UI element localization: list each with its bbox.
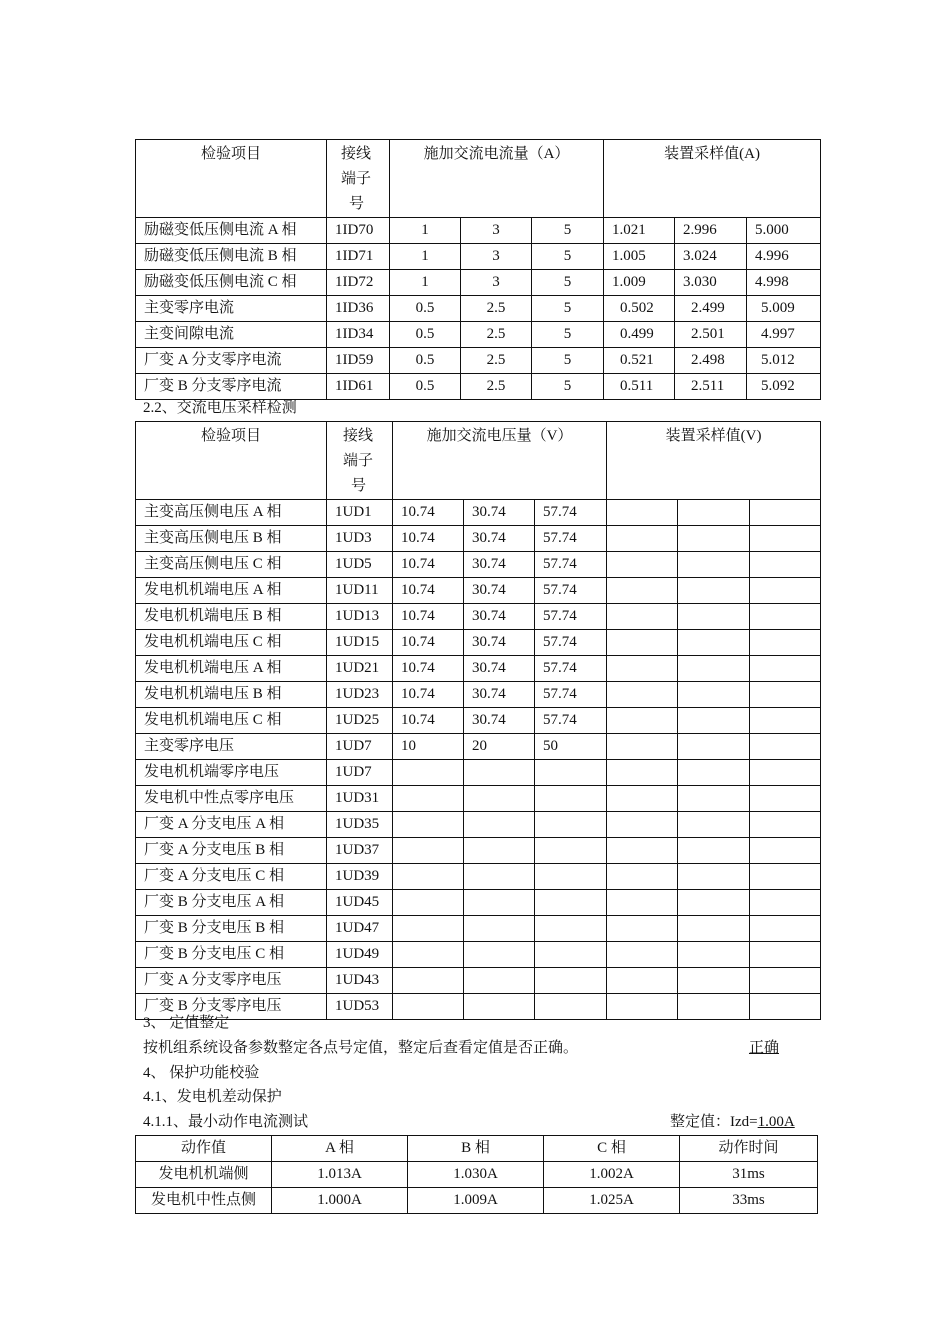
- sampled-cell: [607, 708, 678, 734]
- sampled-cell: [750, 708, 821, 734]
- sampled-cell: [607, 656, 678, 682]
- setting-description: 按机组系统设备参数整定各点号定值，整定后查看定值是否正确。: [143, 1040, 579, 1056]
- applied-cell: 57.74: [535, 682, 607, 708]
- setting-value-number: 1.00A: [757, 1114, 795, 1130]
- sampled-cell: 0.521: [604, 348, 675, 374]
- sampled-cell: [607, 578, 678, 604]
- header-terminal-line: 端子: [341, 171, 372, 187]
- header-terminal-line: 接线: [341, 146, 372, 162]
- applied-cell: 30.74: [464, 500, 535, 526]
- applied-cell: [393, 812, 464, 838]
- item-cell: 厂变 A 分支电压 A 相: [136, 812, 327, 838]
- sampled-cell: [750, 500, 821, 526]
- item-cell: 主变零序电流: [136, 296, 327, 322]
- sampled-cell: [607, 760, 678, 786]
- applied-cell: 2.5: [461, 322, 532, 348]
- terminal-cell: 1ID72: [327, 270, 390, 296]
- terminal-cell: 1ID59: [327, 348, 390, 374]
- section-heading: 4.1.1、最小动作电流测试: [143, 1114, 309, 1130]
- applied-cell: 57.74: [535, 656, 607, 682]
- sampled-cell: [678, 812, 750, 838]
- sampled-cell: 4.996: [747, 244, 821, 270]
- sampled-cell: 5.009: [747, 296, 821, 322]
- sampled-cell: 1.005: [604, 244, 675, 270]
- applied-cell: 10.74: [393, 630, 464, 656]
- sampled-cell: [750, 890, 821, 916]
- table-row: [136, 890, 821, 916]
- sampled-cell: 4.998: [747, 270, 821, 296]
- table-row: [136, 296, 821, 322]
- applied-cell: 30.74: [464, 630, 535, 656]
- item-cell: 厂变 B 分支电压 C 相: [136, 942, 327, 968]
- item-cell: 厂变 B 分支零序电压: [136, 994, 327, 1020]
- sampled-cell: 3.030: [675, 270, 747, 296]
- terminal-cell: 1UD39: [327, 864, 393, 890]
- sampled-cell: [750, 864, 821, 890]
- sampled-cell: [678, 916, 750, 942]
- applied-cell: 10: [393, 734, 464, 760]
- applied-cell: 0.5: [390, 348, 461, 374]
- header-terminal-line: 接线: [343, 428, 374, 444]
- applied-cell: [535, 864, 607, 890]
- sampled-cell: [607, 526, 678, 552]
- applied-cell: 30.74: [464, 656, 535, 682]
- sampled-cell: [607, 552, 678, 578]
- applied-cell: [464, 812, 535, 838]
- terminal-cell: 1UD25: [327, 708, 393, 734]
- sampled-cell: [607, 812, 678, 838]
- applied-cell: [464, 760, 535, 786]
- applied-cell: [393, 916, 464, 942]
- applied-cell: 5: [532, 322, 604, 348]
- row-label-cell: 发电机机端侧: [136, 1162, 272, 1188]
- item-cell: 发电机机端零序电压: [136, 760, 327, 786]
- sampled-cell: [607, 838, 678, 864]
- applied-cell: [464, 916, 535, 942]
- table-row: [136, 994, 821, 1020]
- sampled-cell: [678, 708, 750, 734]
- applied-cell: [464, 994, 535, 1020]
- applied-cell: 10.74: [393, 578, 464, 604]
- terminal-cell: 1UD15: [327, 630, 393, 656]
- sampled-cell: 1.021: [604, 218, 675, 244]
- terminal-cell: 1UD31: [327, 786, 393, 812]
- sampled-cell: [678, 500, 750, 526]
- sampled-cell: 2.501: [675, 322, 747, 348]
- applied-cell: [535, 760, 607, 786]
- applied-cell: [535, 994, 607, 1020]
- applied-cell: [535, 890, 607, 916]
- applied-cell: 3: [461, 244, 532, 270]
- applied-cell: [535, 916, 607, 942]
- sampled-cell: [607, 786, 678, 812]
- sampled-cell: 2.511: [675, 374, 747, 400]
- applied-cell: 1: [390, 244, 461, 270]
- applied-cell: 10.74: [393, 552, 464, 578]
- applied-cell: 10.74: [393, 500, 464, 526]
- section-heading: 4、 保护功能校验: [143, 1065, 260, 1081]
- sampled-cell: [750, 994, 821, 1020]
- applied-cell: 57.74: [535, 708, 607, 734]
- table-header-row: [136, 1136, 818, 1162]
- table-row: [136, 786, 821, 812]
- terminal-cell: 1UD3: [327, 526, 393, 552]
- item-cell: 发电机中性点零序电压: [136, 786, 327, 812]
- applied-cell: 30.74: [464, 682, 535, 708]
- terminal-cell: 1UD45: [327, 890, 393, 916]
- terminal-cell: 1UD49: [327, 942, 393, 968]
- terminal-cell: 1UD21: [327, 656, 393, 682]
- item-cell: 励磁变低压侧电流 B 相: [136, 244, 327, 270]
- sampled-cell: 5.012: [747, 348, 821, 374]
- terminal-cell: 1UD7: [327, 734, 393, 760]
- header-sampled-value: 装置采样值(V): [607, 422, 821, 500]
- applied-cell: 57.74: [535, 630, 607, 656]
- setting-result: [722, 1036, 806, 1061]
- sampled-cell: 0.511: [604, 374, 675, 400]
- applied-cell: [464, 942, 535, 968]
- applied-cell: [393, 968, 464, 994]
- item-cell: 厂变 A 分支零序电压: [136, 968, 327, 994]
- table-row: [136, 348, 821, 374]
- table-row: [136, 968, 821, 994]
- sampled-cell: [678, 734, 750, 760]
- terminal-cell: 1ID70: [327, 218, 390, 244]
- table-row: [136, 1188, 818, 1214]
- sampled-cell: [750, 526, 821, 552]
- applied-cell: 10.74: [393, 656, 464, 682]
- applied-cell: 10.74: [393, 682, 464, 708]
- section-heading: 2.2、交流电压采样检测: [143, 400, 297, 416]
- sampled-cell: [607, 604, 678, 630]
- header-cell: 动作时间: [680, 1136, 818, 1162]
- sampled-cell: 5.000: [747, 218, 821, 244]
- applied-cell: 30.74: [464, 552, 535, 578]
- header-sampled-value: 装置采样值(A): [604, 140, 821, 218]
- item-cell: 厂变 A 分支电压 B 相: [136, 838, 327, 864]
- sampled-cell: [607, 968, 678, 994]
- item-cell: 发电机机端电压 C 相: [136, 630, 327, 656]
- applied-cell: [535, 786, 607, 812]
- applied-cell: 2.5: [461, 348, 532, 374]
- applied-cell: 5: [532, 218, 604, 244]
- applied-cell: [393, 994, 464, 1020]
- applied-cell: 3: [461, 218, 532, 244]
- value-cell: 1.013A: [272, 1162, 408, 1188]
- applied-cell: 5: [532, 244, 604, 270]
- sampled-cell: [750, 630, 821, 656]
- item-cell: 励磁变低压侧电流 A 相: [136, 218, 327, 244]
- table-row: [136, 916, 821, 942]
- applied-cell: 1: [390, 218, 461, 244]
- sampled-cell: 0.499: [604, 322, 675, 348]
- applied-cell: [393, 864, 464, 890]
- voltage-sampling-table: [135, 421, 821, 1020]
- applied-cell: [393, 838, 464, 864]
- sampled-cell: [607, 734, 678, 760]
- header-terminal: [327, 422, 393, 500]
- header-item: 检验项目: [136, 140, 327, 218]
- header-terminal-line: 号: [351, 478, 367, 494]
- applied-cell: 2.5: [461, 296, 532, 322]
- sampled-cell: [678, 552, 750, 578]
- applied-cell: [535, 942, 607, 968]
- sampled-cell: [678, 838, 750, 864]
- value-cell: 1.002A: [544, 1162, 680, 1188]
- table-row: [136, 760, 821, 786]
- terminal-cell: 1UD5: [327, 552, 393, 578]
- applied-cell: [535, 968, 607, 994]
- applied-cell: [464, 864, 535, 890]
- table-row: [136, 500, 821, 526]
- value-cell: 31ms: [680, 1162, 818, 1188]
- sampled-cell: [607, 682, 678, 708]
- table-row: [136, 682, 821, 708]
- terminal-cell: 1UD35: [327, 812, 393, 838]
- applied-cell: 2.5: [461, 374, 532, 400]
- sampled-cell: [750, 812, 821, 838]
- sampled-cell: [750, 916, 821, 942]
- applied-cell: 57.74: [535, 578, 607, 604]
- applied-cell: 1: [390, 270, 461, 296]
- header-cell: B 相: [408, 1136, 544, 1162]
- applied-cell: 57.74: [535, 526, 607, 552]
- applied-cell: 5: [532, 374, 604, 400]
- sampled-cell: [678, 682, 750, 708]
- sampled-cell: [750, 786, 821, 812]
- item-cell: 发电机机端电压 A 相: [136, 578, 327, 604]
- sampled-cell: [750, 656, 821, 682]
- sampled-cell: [607, 942, 678, 968]
- terminal-cell: 1ID34: [327, 322, 390, 348]
- terminal-cell: 1ID36: [327, 296, 390, 322]
- table-row: [136, 604, 821, 630]
- item-cell: 励磁变低压侧电流 C 相: [136, 270, 327, 296]
- table-row: [136, 942, 821, 968]
- header-applied-voltage: 施加交流电压量（V）: [393, 422, 607, 500]
- terminal-cell: 1UD7: [327, 760, 393, 786]
- applied-cell: 57.74: [535, 552, 607, 578]
- terminal-cell: 1UD1: [327, 500, 393, 526]
- applied-cell: 0.5: [390, 296, 461, 322]
- sampled-cell: 1.009: [604, 270, 675, 296]
- table-row: [136, 864, 821, 890]
- applied-cell: 3: [461, 270, 532, 296]
- sampled-cell: [678, 942, 750, 968]
- item-cell: 发电机机端电压 B 相: [136, 682, 327, 708]
- applied-cell: [535, 812, 607, 838]
- applied-cell: [464, 786, 535, 812]
- sampled-cell: [678, 526, 750, 552]
- applied-cell: [464, 890, 535, 916]
- sampled-cell: [750, 552, 821, 578]
- item-cell: 厂变 A 分支零序电流: [136, 348, 327, 374]
- sampled-cell: [607, 630, 678, 656]
- sampled-cell: 2.499: [675, 296, 747, 322]
- header-item: 检验项目: [136, 422, 327, 500]
- item-cell: 厂变 B 分支零序电流: [136, 374, 327, 400]
- header-terminal-line: 号: [349, 196, 365, 212]
- value-cell: 1.000A: [272, 1188, 408, 1214]
- current-sampling-table: [135, 139, 821, 400]
- sampled-cell: [678, 968, 750, 994]
- applied-cell: 30.74: [464, 604, 535, 630]
- applied-cell: 10.74: [393, 526, 464, 552]
- terminal-cell: 1UD13: [327, 604, 393, 630]
- item-cell: 发电机机端电压 A 相: [136, 656, 327, 682]
- sampled-cell: [750, 942, 821, 968]
- sampled-cell: [678, 630, 750, 656]
- sampled-cell: 2.996: [675, 218, 747, 244]
- applied-cell: [393, 890, 464, 916]
- applied-cell: [464, 838, 535, 864]
- applied-cell: [393, 786, 464, 812]
- header-cell: 动作值: [136, 1136, 272, 1162]
- applied-cell: [393, 760, 464, 786]
- sampled-cell: [607, 890, 678, 916]
- sampled-cell: 4.997: [747, 322, 821, 348]
- sampled-cell: 5.092: [747, 374, 821, 400]
- applied-cell: 50: [535, 734, 607, 760]
- applied-cell: 5: [532, 270, 604, 296]
- sampled-cell: 3.024: [675, 244, 747, 270]
- item-cell: 主变零序电压: [136, 734, 327, 760]
- table-row: [136, 578, 821, 604]
- row-label-cell: 发电机中性点侧: [136, 1188, 272, 1214]
- terminal-cell: 1ID61: [327, 374, 390, 400]
- applied-cell: 10.74: [393, 708, 464, 734]
- setting-value: [670, 1110, 795, 1135]
- applied-cell: 30.74: [464, 526, 535, 552]
- setting-result-text: 正确: [748, 1040, 779, 1056]
- min-operate-current-table: [135, 1135, 818, 1214]
- terminal-cell: 1UD23: [327, 682, 393, 708]
- table-row: [136, 812, 821, 838]
- sampled-cell: 0.502: [604, 296, 675, 322]
- table-row: [136, 322, 821, 348]
- table-row: [136, 526, 821, 552]
- applied-cell: 57.74: [535, 500, 607, 526]
- table-row: [136, 734, 821, 760]
- table-row: [136, 630, 821, 656]
- item-cell: 厂变 A 分支电压 C 相: [136, 864, 327, 890]
- applied-cell: 10.74: [393, 604, 464, 630]
- sampled-cell: [607, 864, 678, 890]
- applied-cell: 30.74: [464, 578, 535, 604]
- applied-cell: [535, 838, 607, 864]
- sampled-cell: [678, 994, 750, 1020]
- item-cell: 主变高压侧电压 C 相: [136, 552, 327, 578]
- sampled-cell: [678, 890, 750, 916]
- table-header-row: [136, 422, 821, 500]
- applied-cell: [393, 942, 464, 968]
- applied-cell: 0.5: [390, 374, 461, 400]
- setting-value-label: 整定值：Izd=: [670, 1114, 758, 1130]
- sampled-cell: [607, 500, 678, 526]
- table-header-row: [136, 140, 821, 218]
- table-row: [136, 708, 821, 734]
- sampled-cell: [678, 604, 750, 630]
- header-cell: A 相: [272, 1136, 408, 1162]
- sampled-cell: [678, 578, 750, 604]
- applied-cell: [464, 968, 535, 994]
- item-cell: 发电机机端电压 B 相: [136, 604, 327, 630]
- table-row: [136, 552, 821, 578]
- sampled-cell: [607, 916, 678, 942]
- applied-cell: 5: [532, 348, 604, 374]
- table-row: [136, 270, 821, 296]
- table-row: [136, 656, 821, 682]
- header-applied-current: 施加交流电流量（A）: [390, 140, 604, 218]
- value-cell: 33ms: [680, 1188, 818, 1214]
- header-terminal: [327, 140, 390, 218]
- applied-cell: 20: [464, 734, 535, 760]
- item-cell: 发电机机端电压 C 相: [136, 708, 327, 734]
- value-cell: 1.025A: [544, 1188, 680, 1214]
- sampled-cell: 2.498: [675, 348, 747, 374]
- sampled-cell: [750, 968, 821, 994]
- applied-cell: 5: [532, 296, 604, 322]
- sampled-cell: [750, 838, 821, 864]
- sampled-cell: [678, 760, 750, 786]
- sampled-cell: [750, 604, 821, 630]
- terminal-cell: 1UD43: [327, 968, 393, 994]
- sampled-cell: [750, 578, 821, 604]
- applied-cell: 57.74: [535, 604, 607, 630]
- terminal-cell: 1ID71: [327, 244, 390, 270]
- sampled-cell: [678, 864, 750, 890]
- terminal-cell: 1UD11: [327, 578, 393, 604]
- table-row: [136, 218, 821, 244]
- header-terminal-line: 端子: [343, 453, 374, 469]
- item-cell: 主变间隙电流: [136, 322, 327, 348]
- table-row: [136, 1162, 818, 1188]
- sampled-cell: [750, 760, 821, 786]
- item-cell: 主变高压侧电压 B 相: [136, 526, 327, 552]
- value-cell: 1.009A: [408, 1188, 544, 1214]
- table-row: [136, 838, 821, 864]
- terminal-cell: 1UD37: [327, 838, 393, 864]
- terminal-cell: 1UD53: [327, 994, 393, 1020]
- header-cell: C 相: [544, 1136, 680, 1162]
- applied-cell: 0.5: [390, 322, 461, 348]
- sampled-cell: [678, 786, 750, 812]
- item-cell: 厂变 B 分支电压 A 相: [136, 890, 327, 916]
- section-heading: 3、 定值整定: [143, 1015, 230, 1031]
- item-cell: 主变高压侧电压 A 相: [136, 500, 327, 526]
- sampled-cell: [678, 656, 750, 682]
- item-cell: 厂变 B 分支电压 B 相: [136, 916, 327, 942]
- terminal-cell: 1UD47: [327, 916, 393, 942]
- section-heading: 4.1、发电机差动保护: [143, 1089, 282, 1105]
- value-cell: 1.030A: [408, 1162, 544, 1188]
- sampled-cell: [750, 682, 821, 708]
- sampled-cell: [607, 994, 678, 1020]
- sampled-cell: [750, 734, 821, 760]
- applied-cell: 30.74: [464, 708, 535, 734]
- table-row: [136, 244, 821, 270]
